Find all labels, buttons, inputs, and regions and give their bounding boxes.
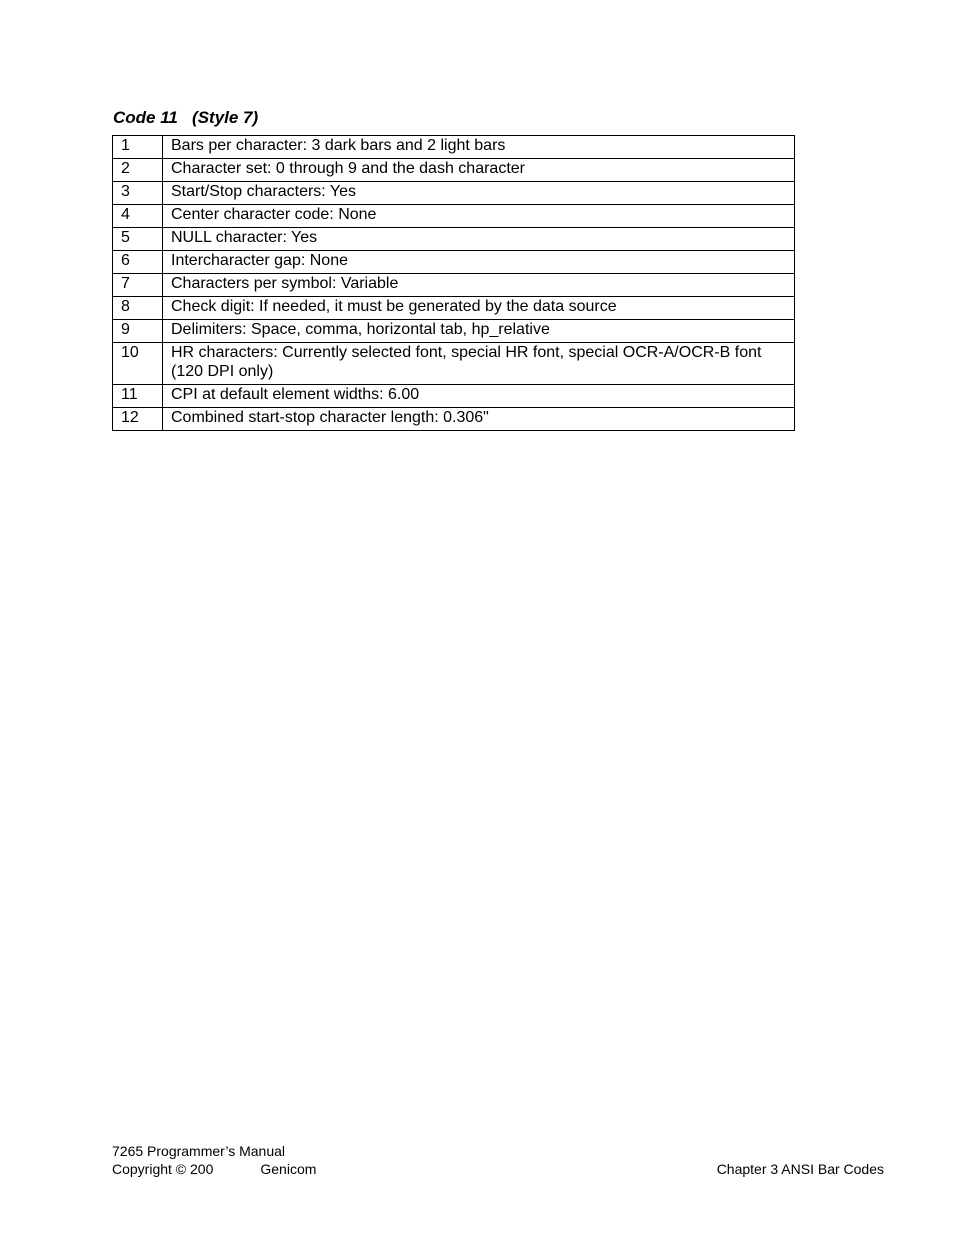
table-row	[113, 385, 795, 408]
footer-copyright: Copyright © 200	[112, 1161, 214, 1177]
row-number: 8	[113, 297, 163, 320]
table-row	[113, 136, 795, 159]
table-row	[113, 251, 795, 274]
row-text: CPI at default element widths: 6.00	[163, 385, 795, 408]
footer-chapter: Chapter 3 ANSI Bar Codes	[716, 1161, 884, 1177]
row-number: 1	[113, 136, 163, 159]
row-text: Bars per character: 3 dark bars and 2 light bars	[163, 136, 795, 159]
row-number: 4	[113, 205, 163, 228]
row-number: 10	[113, 343, 163, 385]
row-number: 6	[113, 251, 163, 274]
table-row	[113, 159, 795, 182]
footer-company: Genicom	[260, 1161, 317, 1177]
table-row	[113, 320, 795, 343]
footer-left	[112, 1142, 316, 1178]
row-number: 9	[113, 320, 163, 343]
row-number: 12	[113, 408, 163, 431]
section-title: Code 11 (Style 7)	[113, 108, 259, 127]
row-text: Center character code: None	[163, 205, 795, 228]
row-number: 3	[113, 182, 163, 205]
table-row	[113, 205, 795, 228]
table-row	[113, 297, 795, 320]
table-row	[113, 343, 795, 385]
row-number: 5	[113, 228, 163, 251]
table-row	[113, 274, 795, 297]
specification-table	[112, 135, 795, 431]
row-text: Start/Stop characters: Yes	[163, 182, 795, 205]
table-row	[113, 182, 795, 205]
footer-manual-title: 7265 Programmer’s Manual	[112, 1143, 286, 1159]
row-number: 2	[113, 159, 163, 182]
row-text: Intercharacter gap: None	[163, 251, 795, 274]
row-number: 7	[113, 274, 163, 297]
row-text: Check digit: If needed, it must be generated by the data source	[163, 297, 795, 320]
row-text: NULL character: Yes	[163, 228, 795, 251]
row-text: Characters per symbol: Variable	[163, 274, 795, 297]
row-text: Combined start-stop character length: 0.306"	[163, 408, 795, 431]
table-row	[113, 408, 795, 431]
row-text: Character set: 0 through 9 and the dash character	[163, 159, 795, 182]
row-text: Delimiters: Space, comma, horizontal tab, hp_relative	[163, 320, 795, 343]
row-text: HR characters: Currently selected font, special HR font, special OCR-A/OCR-B font (120 DPI only)	[163, 343, 795, 385]
table-row	[113, 228, 795, 251]
row-number: 11	[113, 385, 163, 408]
footer-copyright-line	[112, 1160, 316, 1178]
